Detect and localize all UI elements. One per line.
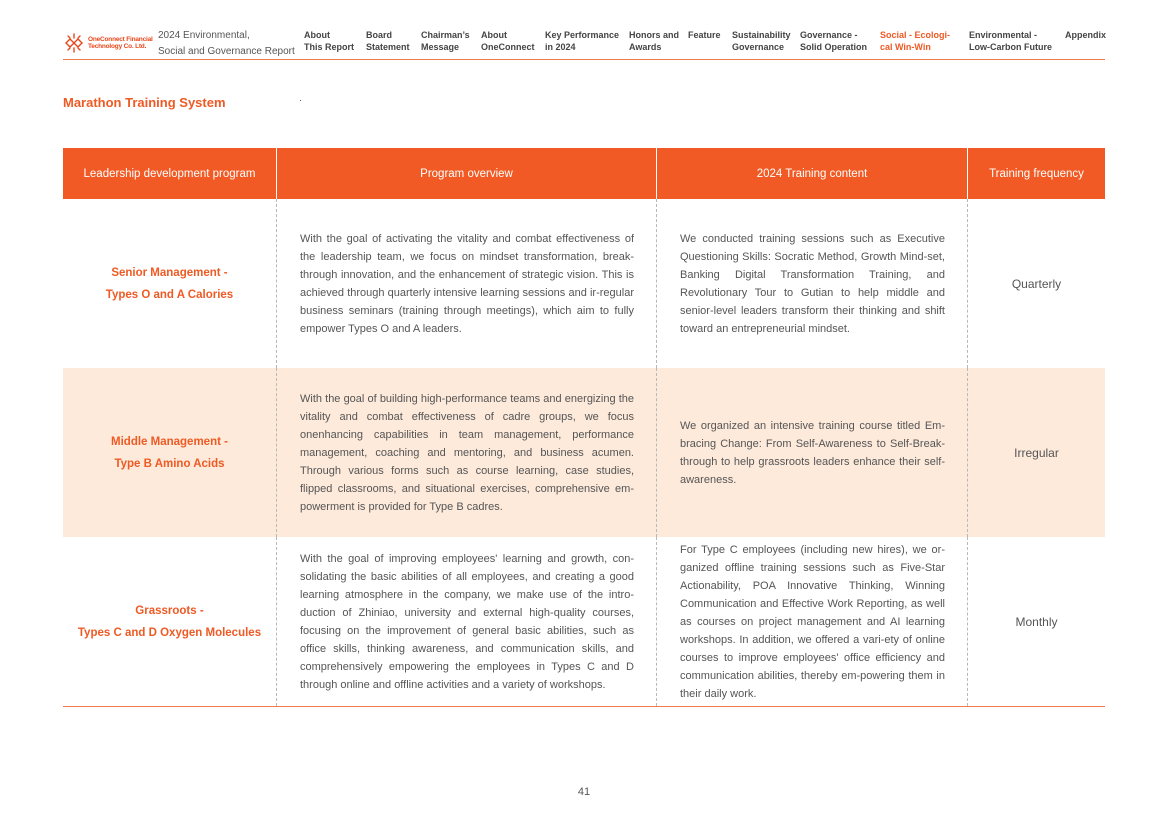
nav-label-line2: Statement: [366, 42, 410, 52]
content-cell: We conducted training sessions such as Executive Questioning Skills: Socratic Method, Growth Mind-set, Banking Digital Transformation Training, and Revolutionary Tour to Gutian to help middle and senior-level leaders transform their thinking and shift toward an entrepreneurial mindset.: [657, 199, 968, 368]
header-overview: Program overview: [277, 148, 657, 199]
nav-label-line2: Governance: [732, 42, 785, 52]
training-table: [63, 148, 1105, 707]
content-cell: For Type C employees (including new hires), we or-ganized offline training sessions such as Five-Star Actionability, POA Innovative Thinking, Winning Communication and Effective Work Reporting, as well as courses on project management and AI learning workshops. In addition, we offered a vari-ety of online courses to improve employees' office efficiency and communication abilities, thereby em-powering them in their daily work.: [657, 537, 968, 706]
nav-label-line1: Governance -: [800, 30, 858, 40]
level-cell: [63, 199, 277, 368]
page-number: 41: [577, 786, 591, 798]
nav-label-line1: Key Performance: [545, 30, 620, 40]
nav-governance-solid-operation[interactable]: [800, 29, 867, 53]
section-title: Marathon Training System: [63, 95, 226, 110]
header-content: 2024 Training content: [657, 148, 968, 199]
level-name: Senior Management -: [111, 266, 228, 279]
level-type: Types O and A Calories: [105, 288, 234, 301]
nav-feature[interactable]: [688, 29, 721, 41]
nav-honors-awards[interactable]: [629, 29, 679, 53]
nav-label-line2: Message: [421, 42, 460, 52]
nav-board-statement[interactable]: [366, 29, 410, 53]
nav-label-line1: About: [481, 30, 507, 40]
level-name: Middle Management -: [111, 435, 228, 448]
nav-label-line1: Sustainability: [732, 30, 791, 40]
table-row: [63, 537, 1105, 706]
level-type: Type B Amino Acids: [114, 457, 225, 470]
overview-cell: With the goal of activating the vitality and combat effectiveness of the leadership team, we focus on mindset transformation, break-through innovation, and the enhancement of strategic vision. This is achieved through quarterly intensive learning sessions and ir-regular business seminars (training through meetings), which aim to fully empower Types O and A leaders.: [277, 199, 657, 368]
nav-sustainability-governance[interactable]: [732, 29, 791, 53]
nav-label-line1: Appendix: [1065, 30, 1107, 40]
nav-label-line2: Solid Operation: [800, 42, 868, 52]
nav-environmental-low-carbon[interactable]: [969, 29, 1052, 53]
logo-text-line1: OneConnect Financial: [88, 36, 153, 43]
nav-label-line1: Feature: [688, 30, 721, 40]
frequency-cell: Quarterly: [1011, 276, 1062, 291]
nav-label-line2: cal Win-Win: [880, 42, 931, 52]
nav-social-ecological-win-win[interactable]: [880, 29, 950, 53]
level-cell: [63, 368, 277, 537]
oneconnect-logo-icon: [63, 32, 85, 54]
level-cell: [63, 537, 277, 706]
nav-label-line2: OneConnect: [481, 42, 535, 52]
table-bottom-rule: [63, 706, 1105, 707]
nav-label-line2: Low-Carbon Future: [969, 42, 1052, 52]
nav-label-line1: Board: [366, 30, 393, 40]
frequency-cell: Monthly: [1015, 614, 1058, 629]
header-program: Leadership development program: [63, 148, 277, 199]
nav-label-line2: This Report: [304, 42, 355, 52]
nav-label-line1: Environmental -: [969, 30, 1038, 40]
level-type: Types C and D Oxygen Molecules: [77, 626, 262, 639]
nav-label-line1: Chairman’s: [421, 30, 470, 40]
report-title-line1: 2024 Environmental,: [158, 30, 250, 41]
overview-cell: With the goal of improving employees' learning and growth, con-solidating the basic abilities of all employees, and creating a good learning atmosphere in the company, we make use of the intro-duction of Zhiniao, university and external high-quality courses, focusing on the improvement of general basic abilities, such as office skills, thinking awareness, and communication skills, and comprehensively empowering the employees in Types C and D through online and offline activities and a variety of workshops.: [277, 537, 657, 706]
stray-dot: [300, 100, 301, 101]
level-name: Grassroots -: [135, 604, 204, 617]
page-header: [63, 26, 1105, 60]
nav-appendix[interactable]: [1065, 29, 1106, 41]
table-header: [63, 148, 1105, 199]
nav-label-line1: About: [304, 30, 330, 40]
logo-text-line2: Technology Co. Ltd.: [88, 43, 147, 50]
nav-label-line1: Social - Ecologi-: [880, 30, 951, 40]
nav-key-performance[interactable]: [545, 29, 619, 53]
nav-label-line2: in 2024: [545, 42, 576, 52]
table-row: [63, 368, 1105, 537]
content-cell: We organized an intensive training course titled Em-bracing Change: From Self-Awareness to Self-Break-through to help grassroots leaders enhance their self-awareness.: [657, 368, 968, 537]
overview-cell: With the goal of building high-performance teams and energizing the vitality and combat effectiveness of cadre groups, we focus onenhancing capabilities in team management, performance management, coaching and mentoring, and business acumen. Through various forms such as course learning, case studies, flipped classrooms, and situational exercises, comprehensive em-powerment is provided for Type B cadres.: [277, 368, 657, 537]
nav-label-line2: Awards: [629, 42, 662, 52]
nav-chairmans-message[interactable]: [421, 29, 470, 53]
oneconnect-logo[interactable]: [63, 32, 153, 54]
frequency-cell: Irregular: [1014, 445, 1059, 460]
table-row: [63, 199, 1105, 368]
nav-about-oneconnect[interactable]: [481, 29, 535, 53]
header-frequency: Training frequency: [989, 167, 1084, 180]
nav-about-this-report[interactable]: [304, 29, 354, 53]
report-title: [158, 28, 295, 60]
nav-label-line1: Honors and: [629, 30, 680, 40]
report-title-line2: Social and Governance Report: [158, 46, 295, 57]
